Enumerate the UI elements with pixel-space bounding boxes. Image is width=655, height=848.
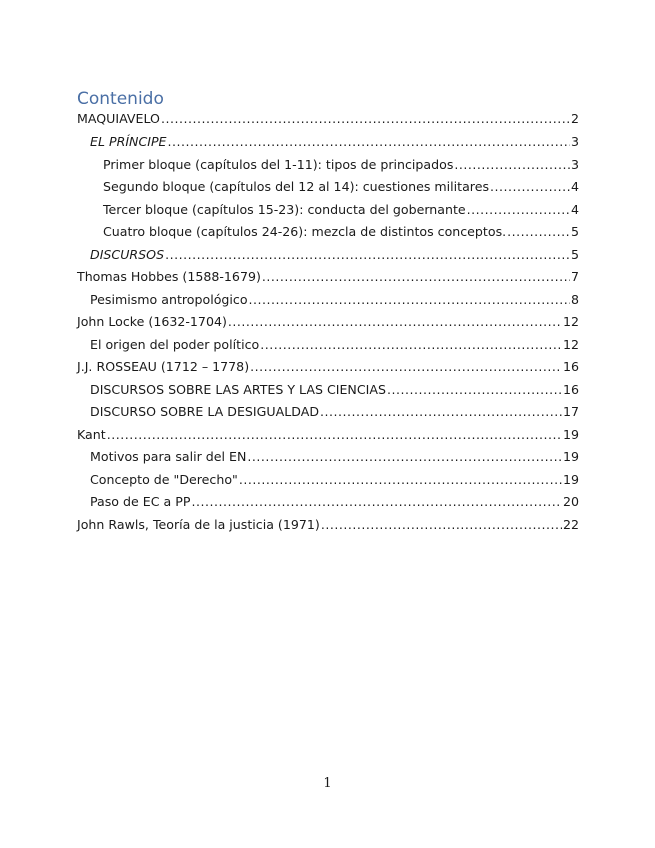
toc-entry-cuatro-bloque[interactable] <box>103 224 579 240</box>
toc-entry-page: 3 <box>570 134 579 149</box>
toc-entry-page: 19 <box>562 472 579 487</box>
toc-leader-dots <box>262 269 570 285</box>
toc-entry-page: 4 <box>570 179 579 194</box>
toc-leader-dots <box>165 247 570 263</box>
toc-entry-hobbes[interactable] <box>77 269 579 285</box>
toc-entry-title: John Rawls, Teoría de la justicia (1971) <box>77 517 320 532</box>
toc-entry-segundo-bloque[interactable] <box>103 179 579 195</box>
toc-entry-page: 19 <box>562 427 579 442</box>
toc-entry-page: 22 <box>562 517 579 532</box>
toc-entry-rawls[interactable] <box>77 517 579 533</box>
toc-entry-page: 20 <box>562 494 579 509</box>
toc-entry-title: El origen del poder político <box>90 337 260 352</box>
toc-leader-dots <box>161 111 570 127</box>
toc-leader-dots <box>249 292 570 308</box>
toc-entry-page: 17 <box>562 404 579 419</box>
toc-entry-el-principe[interactable] <box>90 134 579 150</box>
toc-leader-dots <box>320 404 562 420</box>
toc-entry-pesimismo[interactable] <box>90 292 579 308</box>
toc-leader-dots <box>507 224 570 240</box>
toc-entry-page: 4 <box>570 202 579 217</box>
toc-entry-title: DISCURSOS SOBRE LAS ARTES Y LAS CIENCIAS <box>90 382 386 397</box>
toc-entry-page: 5 <box>570 247 579 262</box>
toc-entry-page: 16 <box>562 382 579 397</box>
toc-leader-dots <box>228 314 562 330</box>
toc-entry-locke[interactable] <box>77 314 579 330</box>
toc-entry-title: Cuatro bloque (capítulos 24-26): mezcla de distintos conceptos. <box>103 224 507 239</box>
toc-leader-dots <box>454 157 570 173</box>
toc-entry-rosseau[interactable] <box>77 359 579 375</box>
toc-entry-page: 7 <box>570 269 579 284</box>
toc-entry-artes-ciencias[interactable] <box>90 382 579 398</box>
toc-entry-title: Pesimismo antropológico <box>90 292 248 307</box>
toc-entry-motivos-en[interactable] <box>90 449 579 465</box>
toc-leader-dots <box>250 359 562 375</box>
page-number: 1 <box>323 776 332 791</box>
toc-leader-dots <box>321 517 562 533</box>
toc-leader-dots <box>260 337 562 353</box>
toc-entry-page: 3 <box>570 157 579 172</box>
toc-entry-page: 16 <box>562 359 579 374</box>
toc-entry-title: Concepto de "Derecho" <box>90 472 238 487</box>
toc-entry-page: 5 <box>570 224 579 239</box>
toc-entry-maquiavelo[interactable] <box>77 111 579 127</box>
toc-entry-page: 19 <box>562 449 579 464</box>
toc-entry-page: 12 <box>562 337 579 352</box>
toc-entry-title: John Locke (1632-1704) <box>77 314 227 329</box>
toc-entry-title: Primer bloque (capítulos del 1-11): tipos de principados <box>103 157 454 172</box>
toc-entry-title: Paso de EC a PP <box>90 494 191 509</box>
toc-leader-dots <box>387 382 562 398</box>
toc-leader-dots <box>191 494 562 510</box>
toc-entry-page: 2 <box>570 111 579 126</box>
toc-entry-title: DISCURSOS <box>90 247 165 262</box>
toc-entry-concepto-derecho[interactable] <box>90 472 579 488</box>
toc-leader-dots <box>107 427 562 443</box>
toc-entry-tercer-bloque[interactable] <box>103 202 579 218</box>
toc-entry-discursos[interactable] <box>90 247 579 263</box>
toc-heading: Contenido <box>77 89 164 109</box>
toc-entry-title: Tercer bloque (capítulos 15-23): conducta del gobernante <box>103 202 466 217</box>
toc-entry-title: Thomas Hobbes (1588-1679) <box>77 269 261 284</box>
toc-entry-title: DISCURSO SOBRE LA DESIGUALDAD <box>90 404 320 419</box>
toc-entry-title: Motivos para salir del EN <box>90 449 247 464</box>
toc-entry-page: 12 <box>562 314 579 329</box>
toc-entry-title: EL PRÍNCIPE <box>90 134 167 149</box>
toc-entry-title: Segundo bloque (capítulos del 12 al 14): cuestiones militares <box>103 179 490 194</box>
toc-entry-title: Kant <box>77 427 106 442</box>
toc-entry-title: MAQUIAVELO <box>77 111 160 126</box>
toc-entry-page: 8 <box>570 292 579 307</box>
toc-leader-dots <box>490 179 570 195</box>
toc-entry-primer-bloque[interactable] <box>103 157 579 173</box>
toc-entry-origen-poder[interactable] <box>90 337 579 353</box>
toc-entry-title: J.J. ROSSEAU (1712 – 1778) <box>77 359 250 374</box>
toc-leader-dots <box>239 472 562 488</box>
toc-entry-paso-ec-pp[interactable] <box>90 494 579 510</box>
toc-entry-kant[interactable] <box>77 427 579 443</box>
toc-leader-dots <box>168 134 570 150</box>
toc-entry-desigualdad[interactable] <box>90 404 579 420</box>
toc-leader-dots <box>247 449 562 465</box>
toc-leader-dots <box>467 202 570 218</box>
